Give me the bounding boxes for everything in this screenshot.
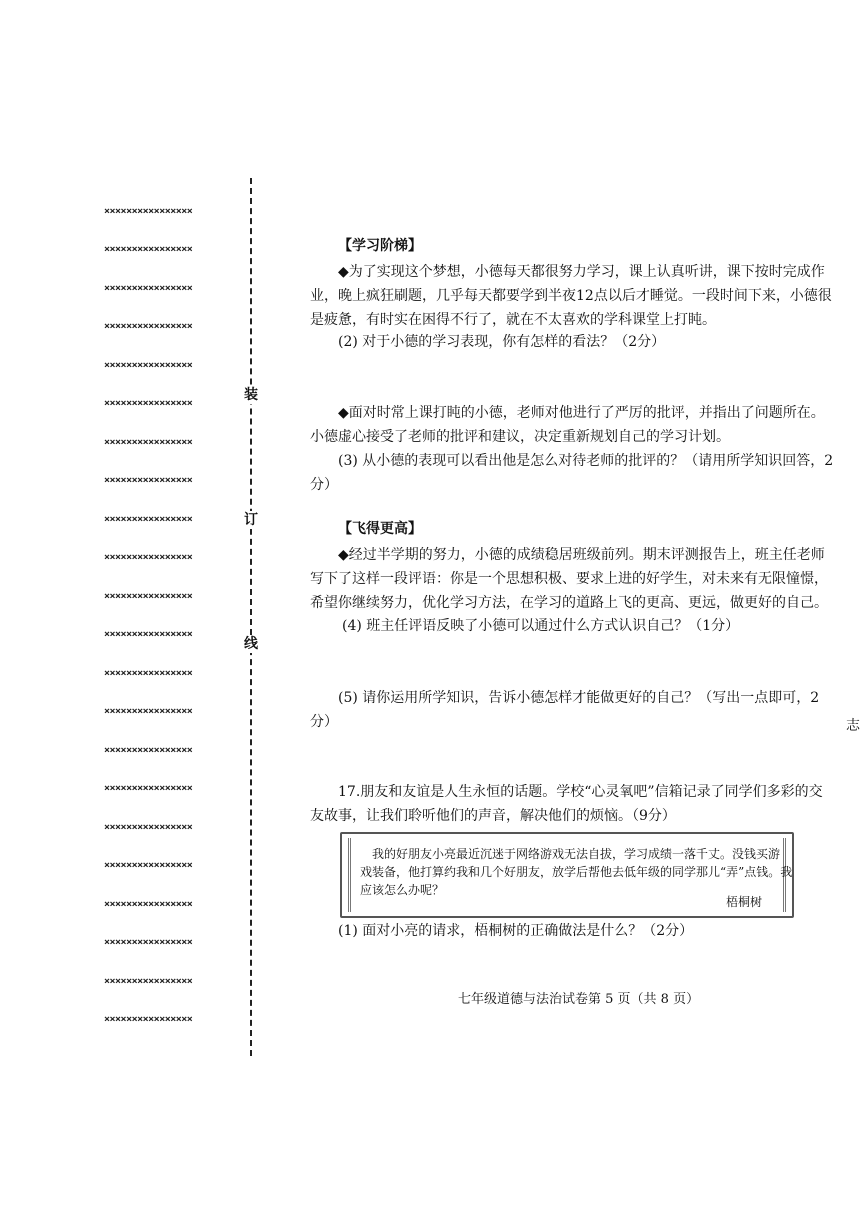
section1-paragraph2-line: 小德虚心接受了老师的批评和建议，决定重新规划自己的学习计划。: [310, 429, 730, 445]
question-17-continued: 友故事，让我们聆听他们的声音，解决他们的烦恼。（9分）: [310, 808, 676, 824]
margin-cross-row: ××××××××××××××××: [104, 321, 193, 332]
margin-cross-row: ××××××××××××××××: [104, 244, 193, 255]
letter-line: 应该怎么办呢？: [360, 883, 445, 897]
letter-box: [340, 832, 794, 918]
question-4: (4) 班主任评语反映了小德可以通过什么方式认识自己？（1分）: [342, 618, 740, 634]
letter-line: 戏装备，他打算约我和几个好朋友，放学后帮他去低年级的同学那儿“弄”点钱。我: [360, 865, 793, 879]
margin-cross-row: ××××××××××××××××: [104, 899, 193, 910]
margin-cross-row: ××××××××××××××××: [104, 706, 193, 717]
question-17-1: (1) 面对小亮的请求，梧桐树的正确做法是什么？（2分）: [338, 923, 694, 939]
binding-char-zhuang: 装: [244, 387, 258, 403]
margin-cross-row: ××××××××××××××××: [104, 668, 193, 679]
letter-signature: 梧桐树: [726, 895, 763, 909]
question-5: (5) 请你运用所学知识，告诉小德怎样才能做更好的自己？（写出一点即可，2: [338, 690, 820, 706]
margin-cross-row: ××××××××××××××××: [104, 1014, 193, 1025]
cropped-edge-char: 志: [846, 718, 860, 734]
margin-cross-row: ××××××××××××××××: [104, 745, 193, 756]
question-3: (3) 从小德的表现可以看出他是怎么对待老师的批评的？（请用所学知识回答，2: [338, 453, 834, 469]
margin-cross-row: ××××××××××××××××: [104, 437, 193, 448]
margin-cross-row: ××××××××××××××××: [104, 475, 193, 486]
section1-paragraph-line: 是疲惫，有时实在困得不行了，就在不太喜欢的学科课堂上打盹。: [310, 312, 716, 328]
section2-paragraph-line: 希望你继续努力，优化学习方法，在学习的道路上飞的更高、更远，做更好的自己。: [310, 595, 828, 611]
section1-paragraph-line: ◆为了实现这个梦想，小德每天都很努力学习，课上认真听讲，课下按时完成作: [338, 264, 825, 280]
question-3-continued: 分）: [310, 477, 338, 493]
margin-cross-row: ××××××××××××××××: [104, 360, 193, 371]
margin-cross-row: ××××××××××××××××: [104, 591, 193, 602]
margin-cross-row: ××××××××××××××××: [104, 976, 193, 987]
binding-char-xian: 线: [244, 636, 258, 652]
letter-line: 我的好朋友小亮最近沉迷于网络游戏无法自拔，学习成绩一落千丈。没钱买游: [372, 847, 781, 861]
margin-cross-row: ××××××××××××××××: [104, 860, 193, 871]
section-heading-fly-higher: 【飞得更高】: [338, 521, 422, 537]
margin-cross-row: ××××××××××××××××: [104, 283, 193, 294]
margin-cross-row: ××××××××××××××××: [104, 398, 193, 409]
section-heading-learning-ladder: 【学习阶梯】: [338, 238, 422, 254]
section2-paragraph-line: 写下了这样一段评语：你是一个思想积极、要求上进的好学生，对未来有无限憧憬，: [310, 571, 828, 587]
binding-char-ding: 订: [244, 512, 258, 528]
margin-cross-row: ××××××××××××××××: [104, 552, 193, 563]
margin-cross-row: ××××××××××××××××: [104, 822, 193, 833]
question-5-continued: 分）: [310, 714, 338, 730]
section1-paragraph-line: 业，晚上疯狂刷题，几乎每天都要学到半夜12点以后才睡觉。一段时间下来，小德很: [310, 288, 832, 304]
margin-cross-row: ××××××××××××××××: [104, 206, 193, 217]
margin-cross-row: ××××××××××××××××: [104, 514, 193, 525]
margin-cross-row: ××××××××××××××××: [104, 937, 193, 948]
question-2: (2) 对于小德的学习表现，你有怎样的看法？（2分）: [338, 334, 666, 350]
page-footer: 七年级道德与法治试卷第 5 页（共 8 页）: [458, 992, 700, 1007]
margin-cross-row: ××××××××××××××××: [104, 783, 193, 794]
section2-paragraph-line: ◆经过半学期的努力，小德的成绩稳居班级前列。期末评测报告上，班主任老师: [338, 547, 825, 563]
question-17: 17.朋友和友谊是人生永恒的话题。学校“心灵氧吧”信箱记录了同学们多彩的交: [338, 784, 823, 800]
margin-cross-row: ××××××××××××××××: [104, 629, 193, 640]
binding-dashed-line: [250, 178, 252, 1056]
section1-paragraph2-line: ◆面对时常上课打盹的小德，老师对他进行了严厉的批评，并指出了问题所在。: [338, 405, 825, 421]
